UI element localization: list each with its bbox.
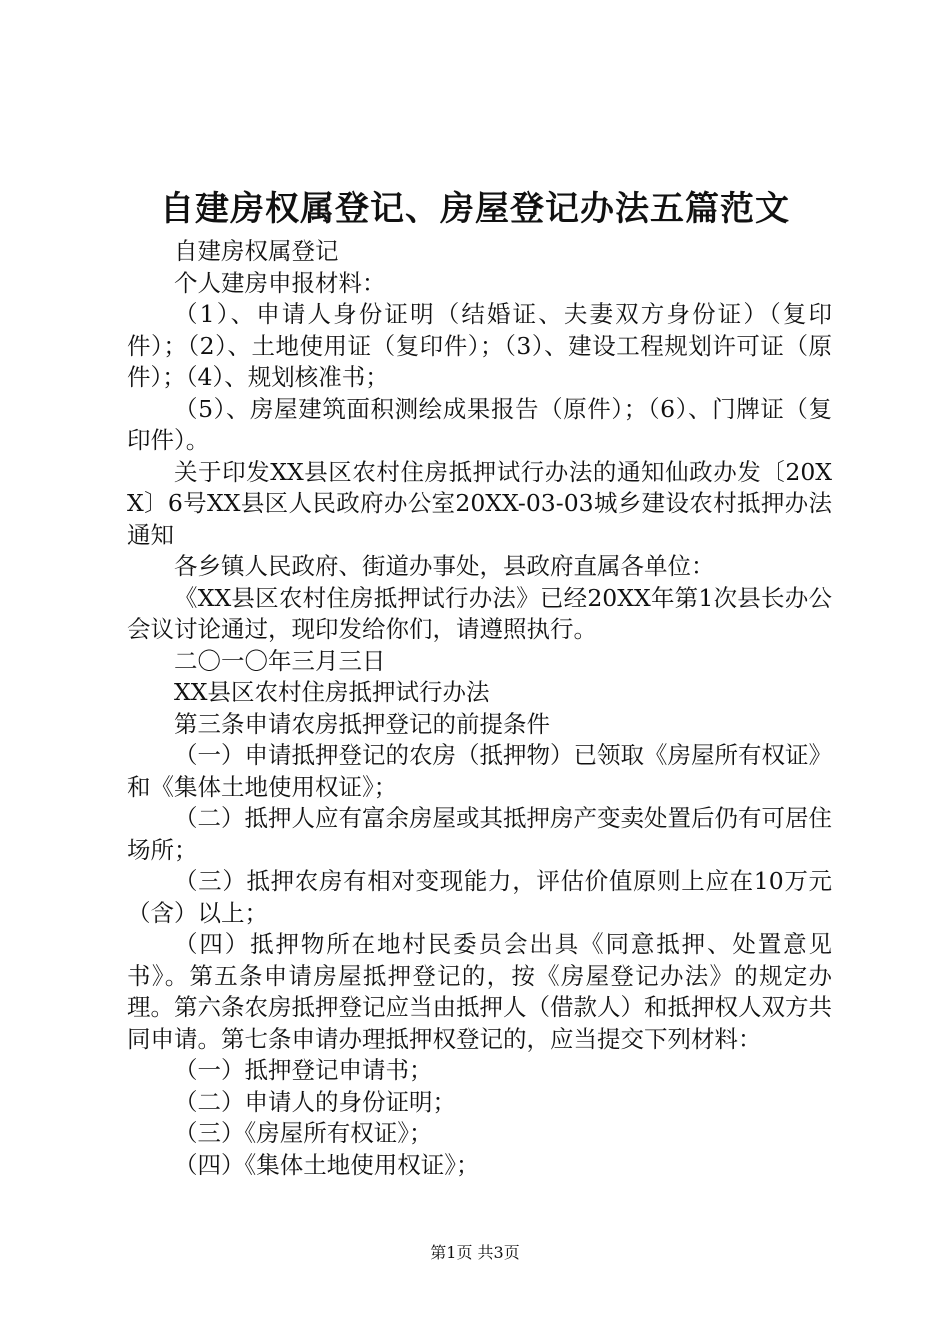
paragraph: 《XX县区农村住房抵押试行办法》已经20XX年第1次县长办公会议讨论通过，现印发给你们，请遵照执行。 — [127, 583, 832, 643]
paragraph: （三）抵押农房有相对变现能力，评估价值原则上应在10万元（含）以上； — [127, 867, 832, 927]
paragraph: （四）《集体土地使用权证》； — [174, 1150, 480, 1179]
paragraph: 自建房权属登记 — [174, 237, 339, 265]
paragraph: （四）抵押物所在地村民委员会出具《同意抵押、处置意见书》。第五条申请房屋抵押登记的，按《房屋登记办法》的规定办理。第六条农房抵押登记应当由抵押人（借款人）和抵押权人双方共同申请。第七条申请办理抵押权登记的，应当提交下列材料： — [127, 930, 832, 1053]
paragraph: 关于印发XX县区农村住房抵押试行办法的通知仙政办发〔20XX〕6号XX县区人民政府办公室20XX-03-03城乡建设农村抵押办法通知 — [127, 457, 832, 549]
document-title: 自建房权属登记、房屋登记办法五篇范文 — [160, 189, 790, 229]
paragraph: XX县区农村住房抵押试行办法 — [174, 678, 490, 706]
document-body — [127, 236, 832, 1181]
paragraph: （5）、房屋建筑面积测绘成果报告（原件）；（6）、门牌证（复印件）。 — [127, 394, 832, 454]
paragraph: （三）《房屋所有权证》； — [174, 1119, 433, 1147]
page-number-footer: 第1页 共3页 — [430, 1243, 520, 1262]
paragraph: 各乡镇人民政府、街道办事处，县政府直属各单位： — [174, 552, 715, 580]
paragraph: （一）抵押登记申请书； — [174, 1056, 433, 1084]
paragraph: （二）抵押人应有富余房屋或其抵押房产变卖处置后仍有可居住场所； — [127, 804, 832, 864]
paragraph: 第三条申请农房抵押登记的前提条件 — [174, 709, 550, 738]
paragraph: （一）申请抵押登记的农房（抵押物）已领取《房屋所有权证》和《集体土地使用权证》； — [127, 741, 832, 801]
paragraph: （二）申请人的身份证明； — [174, 1087, 456, 1116]
paragraph: 个人建房申报材料： — [174, 268, 386, 297]
paragraph: 二〇一〇年三月三日 — [174, 646, 386, 675]
paragraph: （1）、申请人身份证明（结婚证、夫妻双方身份证）（复印件）；（2）、土地使用证（复印件）；（3）、建设工程规划许可证（原件）；（4）、规划核准书； — [127, 300, 832, 391]
